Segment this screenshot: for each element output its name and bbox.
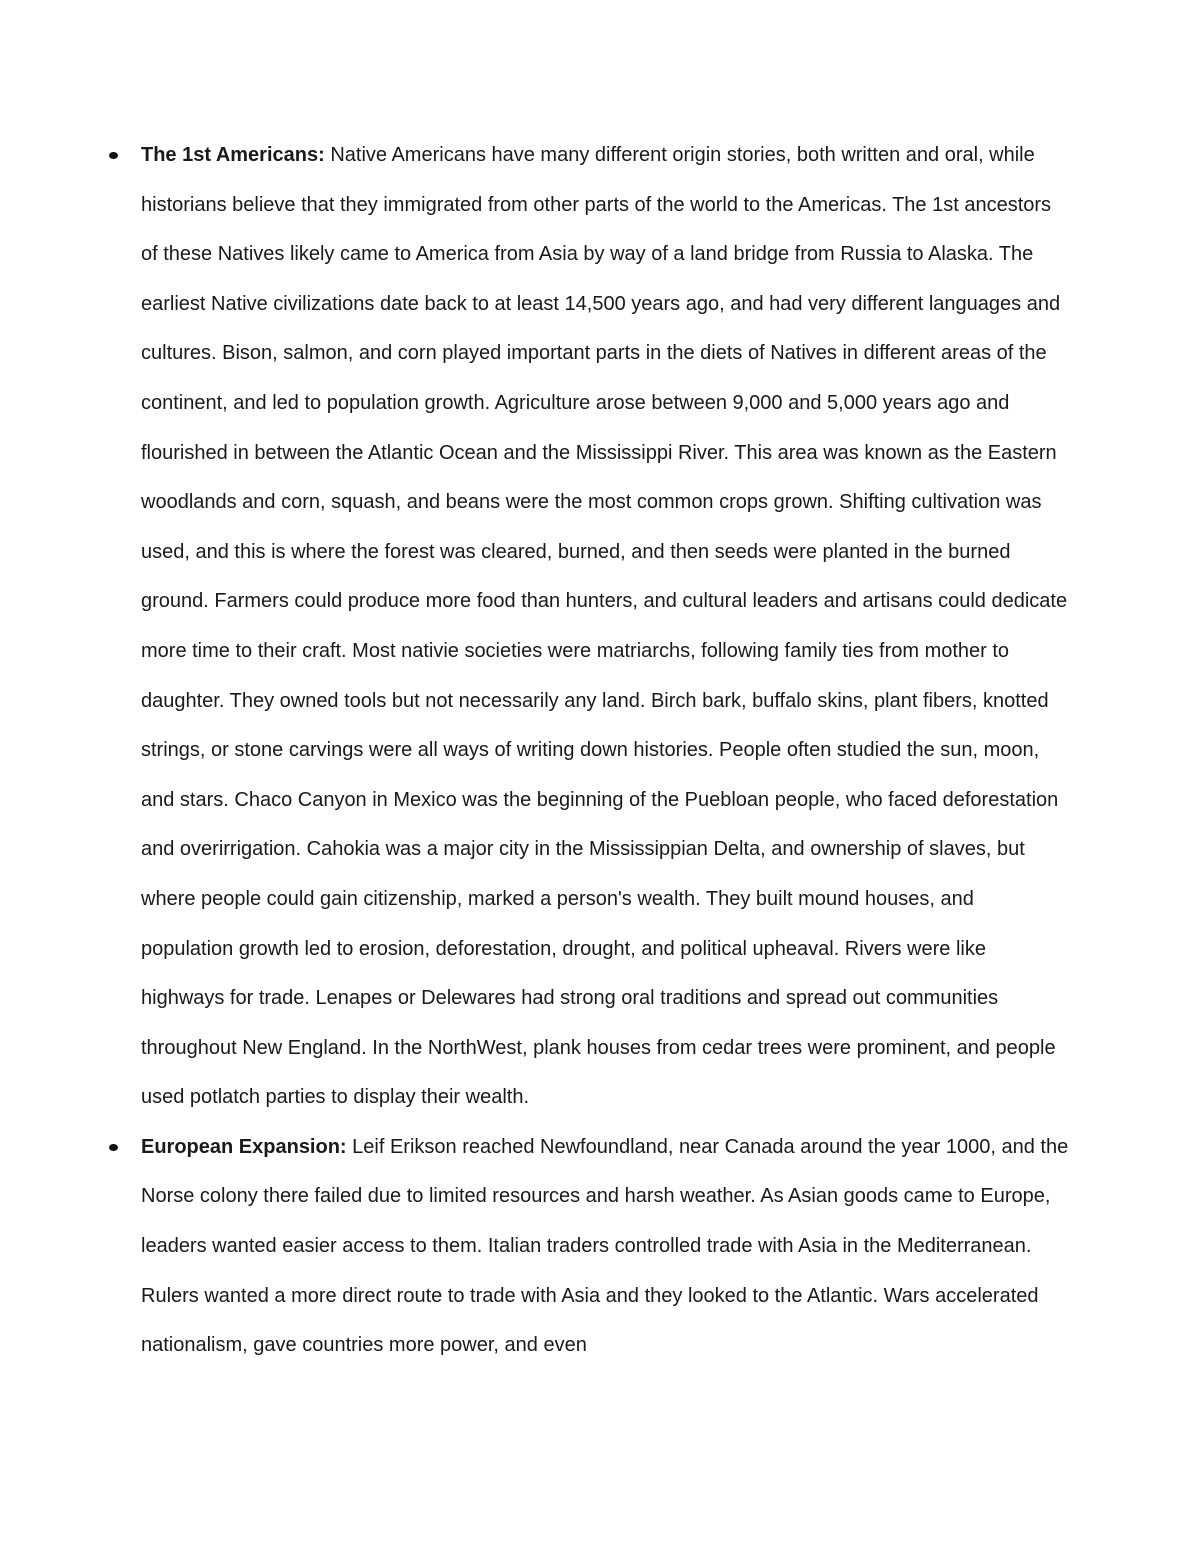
bullet-list <box>0 131 1200 1371</box>
section-heading: The 1st Americans: <box>141 144 331 166</box>
section-heading: European Expansion: <box>141 1135 353 1158</box>
section-body: Native Americans have many different origin stories, both written and oral, while historians believe that they immigrated from other parts of the world to the Americas. The 1st ancestors of these Natives likely came to America from Asia by way of a land bridge from Russia to Alaska. The earliest Native civilizations date back to at least 14,500 years ago, and had very different languages and cultures. Bison, salmon, and corn played important parts in the diets of Natives in different areas of the continent, and led to population growth. Agriculture arose between 9,000 and 5,000 years ago and flourished in between the Atlantic Ocean and the Mississippi River. This area was known as the Eastern woodlands and corn, squash, and beans were the most common crops grown. Shifting cultivation was used, and this is where the forest was cleared, burned, and then seeds were planted in the burned ground. Farmers could produce more food than hunters, and cultural leaders and artisans could dedicate more time to their craft. Most nativie societies were matriarchs, following family ties from mother to daughter. They owned tools but not necessarily any land. Birch bark, buffalo skins, plant fibers, knotted strings, or stone carvings were all ways of writing down histories. People often studied the sun, moon, and stars. Chaco Canyon in Mexico was the beginning of the Puebloan people, who faced deforestation and overirrigation. Cahokia was a major city in the Mississippian Delta, and ownership of slaves, but where people could gain citizenship, marked a person's wealth. They built mound houses, and population growth led to erosion, deforestation, drought, and political upheaval. Rivers were like highways for trade. Lenapes or Delewares had strong oral traditions and spread out communities throughout New England. In the NorthWest, plank houses from cedar trees were prominent, and people used potlatch parties to display their wealth. <box>141 144 1068 1109</box>
bullet-dot-icon <box>109 1144 118 1151</box>
section-body: Leif Erikson reached Newfoundland, near Canada around the year 1000, and the Norse colony there failed due to limited resources and harsh weather. As Asian goods came to Europe, leaders wanted easier access to them. Italian traders controlled trade with Asia in the Mediterranean. Rulers wanted a more direct route to trade with Asia and they looked to the Atlantic. Wars accelerated nationalism, gave countries more power, and even <box>141 1135 1069 1357</box>
bullet-dot-icon <box>109 152 118 159</box>
bullet-item-first-americans <box>0 131 1200 1123</box>
bullet-item-european-expansion <box>0 1123 1200 1371</box>
